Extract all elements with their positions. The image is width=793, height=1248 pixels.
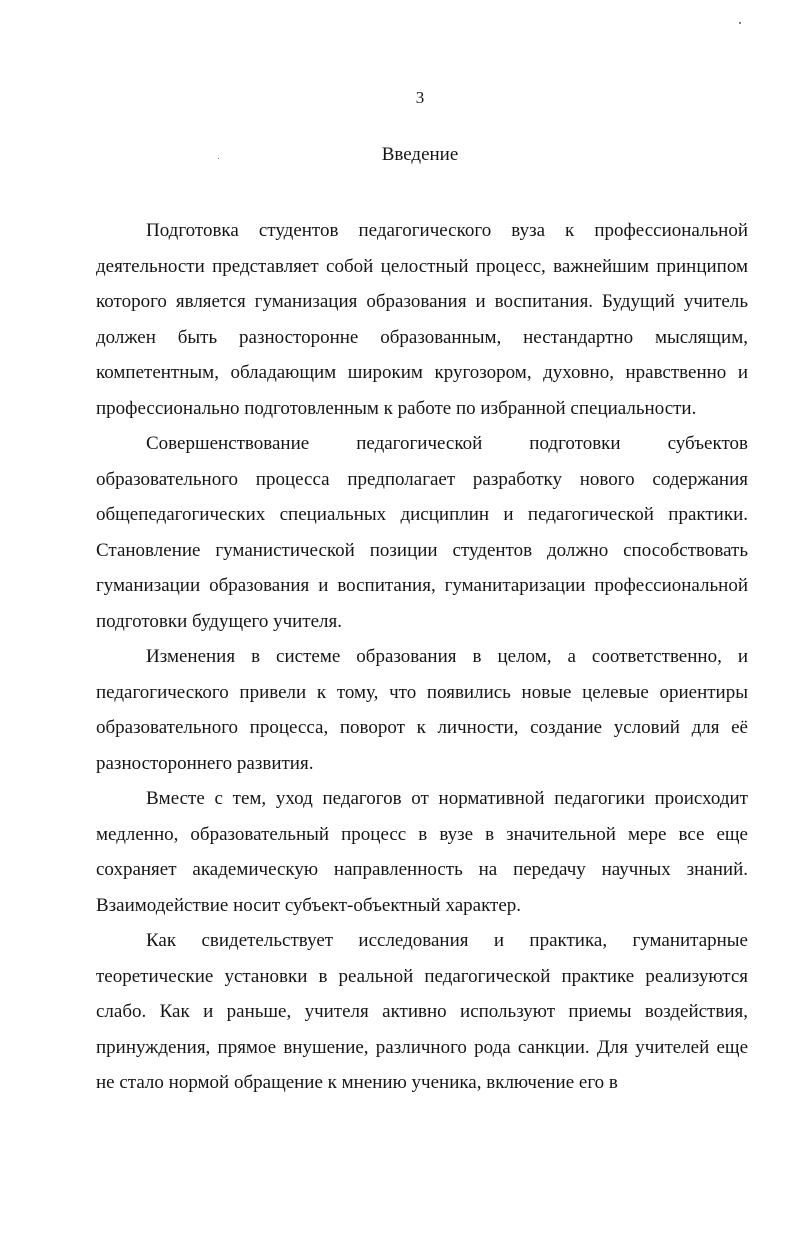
page-title: Введение: [381, 144, 459, 165]
document-body: [96, 213, 748, 1101]
paragraph-1: Подготовка студентов педагогического вуза к профессиональной деятельности представляет собой целостный процесс, важнейшим принципом которого является гуманизация образования и воспитания. Будущий учитель должен быть разносторонне образованным, нестандартно мыслящим, компетентным, обладающим широким кругозором, духовно, нравственно и профессионально подготовленным к работе по избранной специальности.: [96, 220, 748, 419]
paragraph-4: Вместе с тем, уход педагогов от нормативной педагогики происходит медленно, образовательный процесс в вузе в значительной мере все еще сохраняет академическую направленность на передачу научных знаний. Взаимодействие носит субъект-объектный характер.: [96, 788, 748, 916]
paragraph-3: Изменения в системе образования в целом, а соответственно, и педагогического привели к тому, что появились новые целевые ориентиры образовательного процесса, поворот к личности, создание условий для её разностороннего развития.: [96, 646, 748, 774]
scan-speck: [739, 22, 741, 24]
page-number: 3: [415, 88, 425, 107]
paragraph-2: Совершенствование педагогической подготовки субъектов образовательного процесса предполагает разработку нового содержания общепедагогических специальных дисциплин и педагогической практики. Становление гуманистической позиции студентов должно способствовать гуманизации образования и воспитания, гуманитаризации профессиональной подготовки будущего учителя.: [96, 433, 748, 632]
paragraph-5: Как свидетельствует исследования и практика, гуманитарные теоретические установки в реальной педагогической практике реализуются слабо. Как и раньше, учителя активно используют приемы воздействия, принуждения, прямое внушение, различного рода санкции. Для учителей еще не стало нормой обращение к мнению ученика, включение его в: [96, 930, 748, 1093]
